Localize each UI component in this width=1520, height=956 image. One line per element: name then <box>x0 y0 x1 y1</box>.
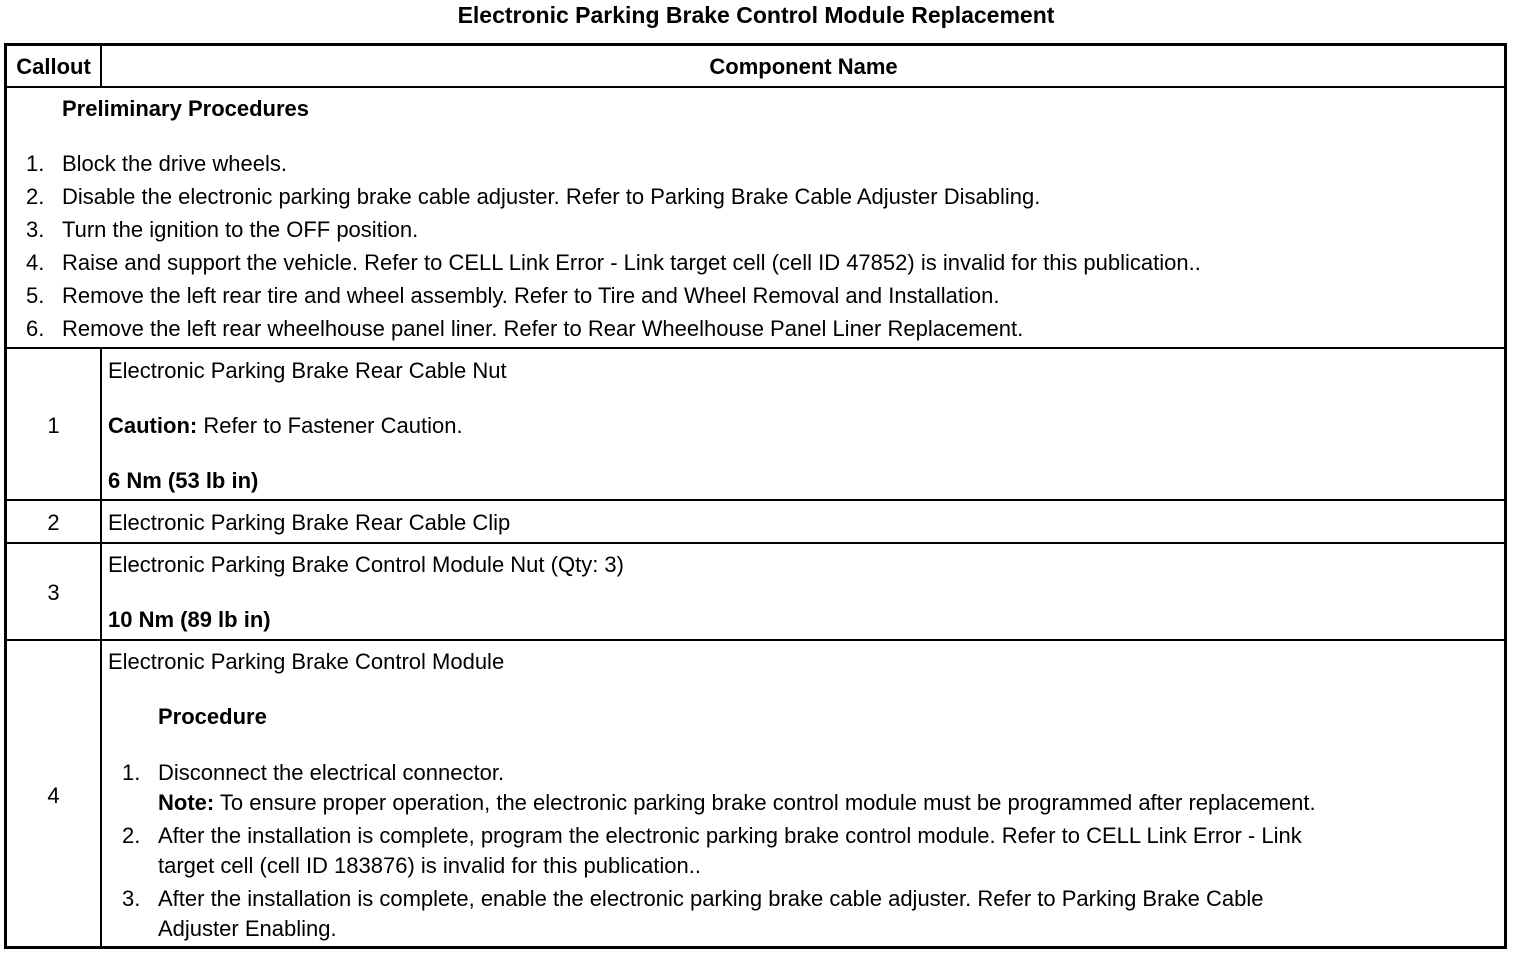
note-label: Note: <box>158 790 215 815</box>
preliminary-step: Turn the ignition to the OFF position. <box>62 217 419 242</box>
page-title: Electronic Parking Brake Control Module Replacement <box>457 2 1055 28</box>
header-component-name: Component Name <box>709 54 898 79</box>
header-callout: Callout <box>16 54 91 79</box>
row-divider <box>4 499 1507 501</box>
step-number: 6. <box>26 316 45 341</box>
row-divider <box>4 639 1507 641</box>
step-number: 1. <box>26 151 45 176</box>
component-name: Electronic Parking Brake Rear Cable Nut <box>108 358 507 383</box>
step-number: 1. <box>122 760 141 785</box>
note-text: To ensure proper operation, the electronic parking brake control module must be programmed after replacement. <box>214 790 1316 815</box>
preliminary-heading: Preliminary Procedures <box>62 96 310 121</box>
callout-number: 1 <box>47 413 60 438</box>
column-divider <box>100 347 102 949</box>
row-divider <box>4 347 1507 349</box>
preliminary-step: Remove the left rear tire and wheel assembly. Refer to Tire and Wheel Removal and Installation. <box>62 283 1000 308</box>
component-name: Electronic Parking Brake Control Module Nut (Qty: 3) <box>108 552 624 577</box>
callout-number: 2 <box>47 510 60 535</box>
procedure-heading: Procedure <box>158 704 267 729</box>
procedure-step: After the installation is complete, enable the electronic parking brake cable adjuster. Refer to Parking Brake Cable <box>158 886 1264 911</box>
caution-line <box>108 413 463 439</box>
step-number: 2. <box>26 184 45 209</box>
preliminary-step: Disable the electronic parking brake cable adjuster. Refer to Parking Brake Cable Adjuster Disabling. <box>62 184 1041 209</box>
step-number: 2. <box>122 823 141 848</box>
caution-text: Refer to Fastener Caution. <box>197 413 463 438</box>
component-name: Electronic Parking Brake Rear Cable Clip <box>108 510 511 535</box>
procedure-step-continued: target cell (cell ID 183876) is invalid for this publication.. <box>158 853 701 878</box>
procedure-step-continued: Adjuster Enabling. <box>158 916 337 941</box>
step-number: 3. <box>122 886 141 911</box>
step-number: 4. <box>26 250 45 275</box>
torque-spec: 10 Nm (89 lb in) <box>108 607 271 632</box>
preliminary-step: Raise and support the vehicle. Refer to CELL Link Error - Link target cell (cell ID 47852) is invalid for this publication.. <box>62 250 1201 275</box>
callout-number: 3 <box>47 580 60 605</box>
note-line <box>158 790 1316 816</box>
procedure-step: After the installation is complete, program the electronic parking brake control module. Refer to CELL Link Error - Link <box>158 823 1302 848</box>
preliminary-step: Block the drive wheels. <box>62 151 287 176</box>
torque-spec: 6 Nm (53 lb in) <box>108 468 259 493</box>
callout-number: 4 <box>47 783 60 808</box>
procedure-step: Disconnect the electrical connector. <box>158 760 505 785</box>
preliminary-step: Remove the left rear wheelhouse panel liner. Refer to Rear Wheelhouse Panel Liner Replacement. <box>62 316 1024 341</box>
step-number: 5. <box>26 283 45 308</box>
component-name: Electronic Parking Brake Control Module <box>108 649 505 674</box>
step-number: 3. <box>26 217 45 242</box>
caution-label: Caution: <box>108 413 198 438</box>
header-divider <box>4 86 1507 88</box>
row-divider <box>4 542 1507 544</box>
